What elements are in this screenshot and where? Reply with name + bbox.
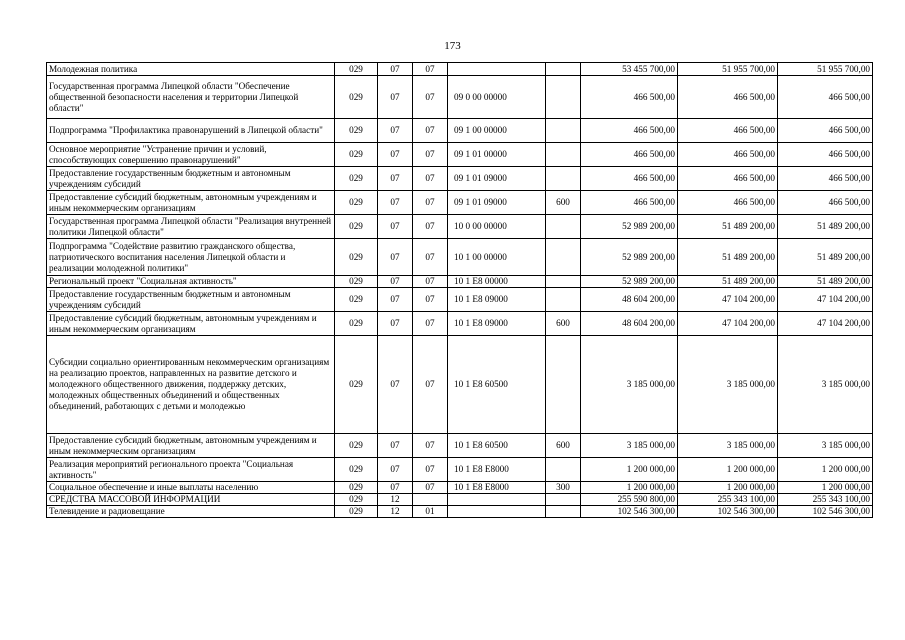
row-target-article: 10 1 E8 60500 <box>448 434 546 458</box>
row-name: Молодежная политика <box>47 63 335 76</box>
row-name: Предоставление государственным бюджетным и автономным учреждениям субсидий <box>47 288 335 312</box>
page-number: 173 <box>444 40 461 52</box>
row-subsection: 07 <box>413 276 448 288</box>
row-target-article: 10 1 E8 E8000 <box>448 482 546 494</box>
row-amount-year1: 255 590 800,00 <box>581 494 678 506</box>
row-amount-year3: 466 500,00 <box>778 167 873 191</box>
row-amount-year3: 466 500,00 <box>778 119 873 143</box>
row-expense-type <box>546 458 581 482</box>
row-expense-type <box>546 143 581 167</box>
row-section: 07 <box>378 312 413 336</box>
row-amount-year3: 51 955 700,00 <box>778 63 873 76</box>
row-name: Предоставление субсидий бюджетным, автономным учреждениям и иным некоммерческим организациям <box>47 191 335 215</box>
row-grbs: 029 <box>335 336 378 434</box>
row-subsection: 01 <box>413 506 448 518</box>
row-grbs: 029 <box>335 239 378 276</box>
row-section: 07 <box>378 76 413 119</box>
row-amount-year1: 48 604 200,00 <box>581 288 678 312</box>
row-expense-type <box>546 215 581 239</box>
row-section: 07 <box>378 215 413 239</box>
row-section: 07 <box>378 191 413 215</box>
row-section: 07 <box>378 276 413 288</box>
row-amount-year1: 1 200 000,00 <box>581 458 678 482</box>
row-expense-type <box>546 494 581 506</box>
row-name: Предоставление государственным бюджетным и автономным учреждениям субсидий <box>47 167 335 191</box>
row-amount-year2: 466 500,00 <box>678 76 778 119</box>
row-grbs: 029 <box>335 458 378 482</box>
row-expense-type <box>546 336 581 434</box>
row-subsection: 07 <box>413 336 448 434</box>
row-amount-year2: 47 104 200,00 <box>678 312 778 336</box>
row-section: 12 <box>378 494 413 506</box>
row-subsection: 07 <box>413 167 448 191</box>
row-grbs: 029 <box>335 191 378 215</box>
row-amount-year3: 466 500,00 <box>778 76 873 119</box>
row-grbs: 029 <box>335 119 378 143</box>
row-grbs: 029 <box>335 215 378 239</box>
table-body <box>47 63 873 518</box>
row-section: 07 <box>378 143 413 167</box>
row-name: Подпрограмма "Содействие развитию гражданского общества, патриотического воспитания населения Липецкой области и реализации молодежной политики" <box>47 239 335 276</box>
budget-table <box>46 62 873 518</box>
row-amount-year3: 51 489 200,00 <box>778 239 873 276</box>
row-section: 07 <box>378 336 413 434</box>
row-amount-year1: 52 989 200,00 <box>581 276 678 288</box>
row-target-article: 10 1 00 00000 <box>448 239 546 276</box>
table-row <box>47 312 873 336</box>
row-amount-year2: 51 489 200,00 <box>678 239 778 276</box>
row-name: Региональный проект "Социальная активность" <box>47 276 335 288</box>
row-amount-year1: 466 500,00 <box>581 167 678 191</box>
row-name: Подпрограмма "Профилактика правонарушений в Липецкой области" <box>47 119 335 143</box>
row-amount-year1: 3 185 000,00 <box>581 336 678 434</box>
row-amount-year1: 52 989 200,00 <box>581 239 678 276</box>
row-subsection: 07 <box>413 239 448 276</box>
row-subsection: 07 <box>413 482 448 494</box>
row-amount-year2: 3 185 000,00 <box>678 434 778 458</box>
row-amount-year2: 466 500,00 <box>678 119 778 143</box>
row-expense-type <box>546 76 581 119</box>
row-amount-year3: 466 500,00 <box>778 143 873 167</box>
table-row <box>47 191 873 215</box>
row-amount-year3: 51 489 200,00 <box>778 215 873 239</box>
row-target-article <box>448 63 546 76</box>
row-section: 07 <box>378 239 413 276</box>
row-subsection: 07 <box>413 143 448 167</box>
row-amount-year1: 53 455 700,00 <box>581 63 678 76</box>
row-amount-year2: 51 489 200,00 <box>678 215 778 239</box>
row-amount-year3: 3 185 000,00 <box>778 336 873 434</box>
row-target-article: 10 1 E8 09000 <box>448 288 546 312</box>
table-row <box>47 239 873 276</box>
row-subsection: 07 <box>413 191 448 215</box>
row-target-article: 09 1 01 09000 <box>448 167 546 191</box>
row-section: 07 <box>378 288 413 312</box>
row-amount-year3: 3 185 000,00 <box>778 434 873 458</box>
row-grbs: 029 <box>335 434 378 458</box>
row-grbs: 029 <box>335 76 378 119</box>
row-subsection: 07 <box>413 288 448 312</box>
row-target-article <box>448 494 546 506</box>
row-subsection: 07 <box>413 119 448 143</box>
row-amount-year1: 52 989 200,00 <box>581 215 678 239</box>
row-name: Субсидии социально ориентированным некоммерческим организациям на реализацию проектов, направленных на развитие детского и молодежного общественного движения, поддержку детских, молодежных общественных объединений и общественных объединений, работающих с детьми и молодежью <box>47 336 335 434</box>
row-grbs: 029 <box>335 288 378 312</box>
row-amount-year3: 1 200 000,00 <box>778 482 873 494</box>
row-expense-type: 600 <box>546 312 581 336</box>
row-amount-year3: 466 500,00 <box>778 191 873 215</box>
row-amount-year3: 1 200 000,00 <box>778 458 873 482</box>
row-name: Государственная программа Липецкой области "Обеспечение общественной безопасности населения и территории Липецкой области" <box>47 76 335 119</box>
row-amount-year2: 255 343 100,00 <box>678 494 778 506</box>
row-amount-year3: 255 343 100,00 <box>778 494 873 506</box>
table-row <box>47 143 873 167</box>
row-amount-year3: 102 546 300,00 <box>778 506 873 518</box>
row-name: Предоставление субсидий бюджетным, автономным учреждениям и иным некоммерческим организациям <box>47 434 335 458</box>
row-amount-year1: 3 185 000,00 <box>581 434 678 458</box>
row-amount-year1: 466 500,00 <box>581 191 678 215</box>
row-amount-year2: 47 104 200,00 <box>678 288 778 312</box>
row-name: Предоставление субсидий бюджетным, автономным учреждениям и иным некоммерческим организациям <box>47 312 335 336</box>
table-row <box>47 336 873 434</box>
row-amount-year3: 51 489 200,00 <box>778 276 873 288</box>
row-subsection: 07 <box>413 76 448 119</box>
row-subsection: 07 <box>413 434 448 458</box>
row-amount-year2: 466 500,00 <box>678 167 778 191</box>
row-subsection: 07 <box>413 458 448 482</box>
row-section: 07 <box>378 482 413 494</box>
row-amount-year3: 47 104 200,00 <box>778 288 873 312</box>
table-row <box>47 494 873 506</box>
row-amount-year2: 1 200 000,00 <box>678 482 778 494</box>
row-target-article: 10 0 00 00000 <box>448 215 546 239</box>
table-row <box>47 506 873 518</box>
row-amount-year1: 102 546 300,00 <box>581 506 678 518</box>
row-subsection: 07 <box>413 63 448 76</box>
row-grbs: 029 <box>335 312 378 336</box>
row-subsection: 07 <box>413 312 448 336</box>
row-grbs: 029 <box>335 143 378 167</box>
row-target-article: 10 1 E8 09000 <box>448 312 546 336</box>
row-name: Социальное обеспечение и иные выплаты населению <box>47 482 335 494</box>
row-target-article: 10 1 E8 E8000 <box>448 458 546 482</box>
row-grbs: 029 <box>335 63 378 76</box>
row-section: 12 <box>378 506 413 518</box>
table-row <box>47 288 873 312</box>
table-row <box>47 76 873 119</box>
row-expense-type <box>546 506 581 518</box>
row-section: 07 <box>378 458 413 482</box>
row-name: СРЕДСТВА МАССОВОЙ ИНФОРМАЦИИ <box>47 494 335 506</box>
row-target-article: 09 1 00 00000 <box>448 119 546 143</box>
row-target-article: 10 1 E8 60500 <box>448 336 546 434</box>
row-section: 07 <box>378 63 413 76</box>
row-name: Государственная программа Липецкой области "Реализация внутренней политики Липецкой области" <box>47 215 335 239</box>
row-expense-type <box>546 119 581 143</box>
row-expense-type <box>546 288 581 312</box>
row-target-article: 10 1 E8 00000 <box>448 276 546 288</box>
table-row <box>47 458 873 482</box>
row-name: Основное мероприятие "Устранение причин и условий, способствующих совершению правонарушений" <box>47 143 335 167</box>
table-row <box>47 63 873 76</box>
row-subsection <box>413 494 448 506</box>
row-expense-type <box>546 167 581 191</box>
row-expense-type <box>546 63 581 76</box>
table-row <box>47 276 873 288</box>
table-row <box>47 119 873 143</box>
row-amount-year1: 466 500,00 <box>581 143 678 167</box>
row-amount-year2: 51 489 200,00 <box>678 276 778 288</box>
row-name: Телевидение и радиовещание <box>47 506 335 518</box>
row-amount-year2: 3 185 000,00 <box>678 336 778 434</box>
row-target-article: 09 1 01 00000 <box>448 143 546 167</box>
row-expense-type <box>546 239 581 276</box>
row-amount-year1: 466 500,00 <box>581 76 678 119</box>
row-expense-type: 600 <box>546 191 581 215</box>
row-target-article: 09 0 00 00000 <box>448 76 546 119</box>
row-amount-year3: 47 104 200,00 <box>778 312 873 336</box>
row-amount-year1: 1 200 000,00 <box>581 482 678 494</box>
row-grbs: 029 <box>335 482 378 494</box>
row-amount-year2: 51 955 700,00 <box>678 63 778 76</box>
row-amount-year2: 1 200 000,00 <box>678 458 778 482</box>
row-amount-year2: 466 500,00 <box>678 143 778 167</box>
row-grbs: 029 <box>335 506 378 518</box>
table-row <box>47 167 873 191</box>
row-grbs: 029 <box>335 494 378 506</box>
row-amount-year1: 48 604 200,00 <box>581 312 678 336</box>
row-grbs: 029 <box>335 276 378 288</box>
row-target-article <box>448 506 546 518</box>
row-section: 07 <box>378 119 413 143</box>
row-expense-type: 600 <box>546 434 581 458</box>
row-amount-year2: 466 500,00 <box>678 191 778 215</box>
row-amount-year2: 102 546 300,00 <box>678 506 778 518</box>
table-row <box>47 215 873 239</box>
table-row <box>47 482 873 494</box>
row-section: 07 <box>378 434 413 458</box>
row-amount-year1: 466 500,00 <box>581 119 678 143</box>
row-grbs: 029 <box>335 167 378 191</box>
table-row <box>47 434 873 458</box>
row-section: 07 <box>378 167 413 191</box>
row-expense-type <box>546 276 581 288</box>
row-name: Реализация мероприятий регионального проекта "Социальная активность" <box>47 458 335 482</box>
row-target-article: 09 1 01 09000 <box>448 191 546 215</box>
row-expense-type: 300 <box>546 482 581 494</box>
row-subsection: 07 <box>413 215 448 239</box>
